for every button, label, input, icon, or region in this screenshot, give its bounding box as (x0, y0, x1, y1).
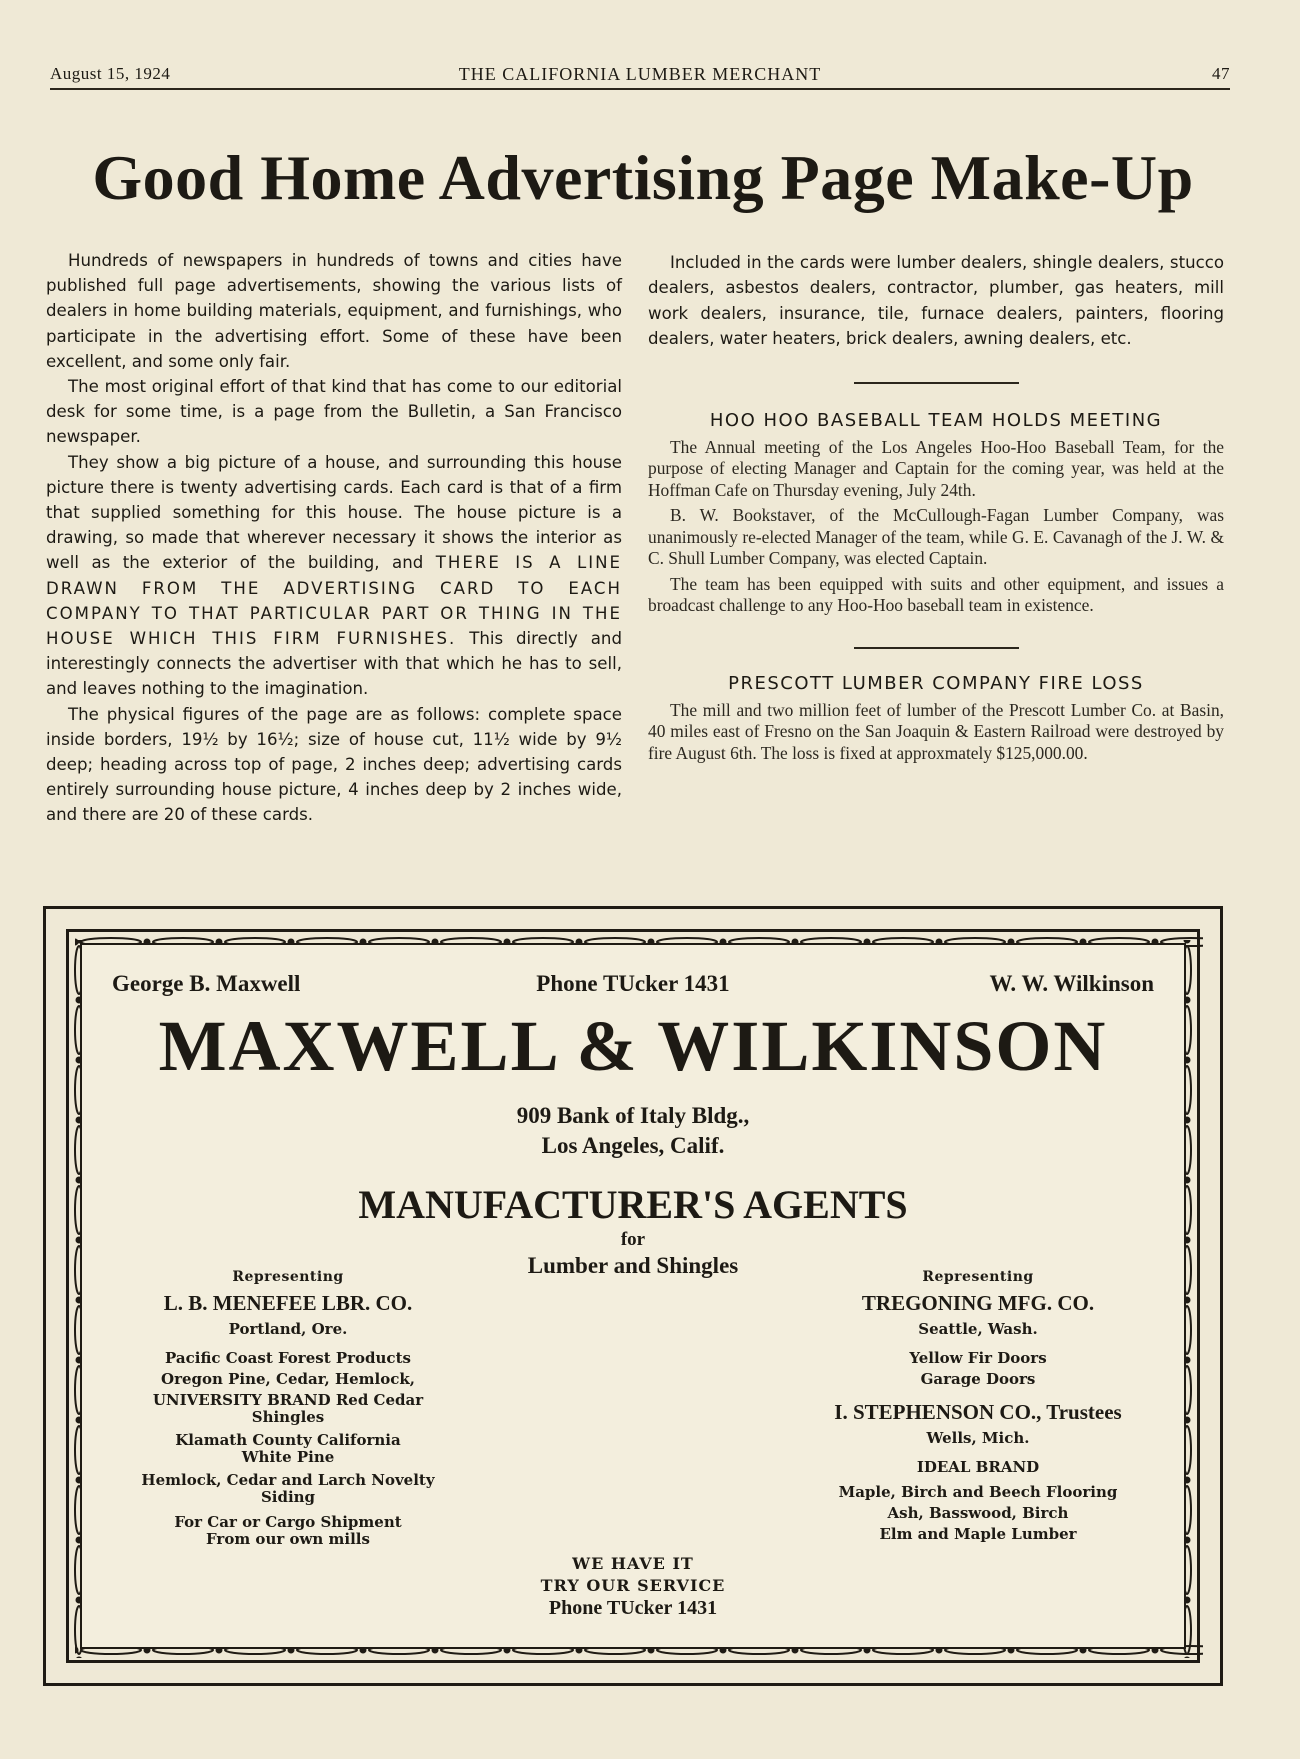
ideal-brand: IDEAL BRAND (916, 1458, 1040, 1476)
article-paragraph-3 (46, 450, 622, 702)
left-column (46, 248, 622, 828)
menefee-city: Portland, Ore. (228, 1320, 348, 1338)
issue-date: August 15, 1924 (50, 64, 171, 83)
representing-label: Representing (922, 1269, 1034, 1285)
tregoning-line: Yellow Fir Doors (909, 1349, 1047, 1367)
menefee-line: White Pine (241, 1448, 335, 1466)
ad-left-block (118, 1269, 458, 1548)
footer-phone: Phone TUcker 1431 (548, 1597, 718, 1619)
paragraph-3-start: They show a big picture of a house, and surrounding this house picture there is twenty advertising cards. Each card is that of a firm that supplied something for this house. The house picture is a drawing, so made that wherever necessary it shows the interior as well as the exterior of the building, and (46, 452, 622, 573)
article-headline: Good Home Advertising Page Make-Up (92, 142, 1194, 213)
menefee-line: Siding (260, 1488, 316, 1506)
footer-line-1: WE HAVE IT (572, 1554, 694, 1573)
menefee-line: Hemlock, Cedar and Larch Novelty (141, 1471, 435, 1489)
stephenson-line: Elm and Maple Lumber (879, 1525, 1077, 1543)
advertisement (43, 906, 1223, 1686)
section-divider (854, 647, 1019, 649)
menefee-line: Klamath County California (175, 1431, 401, 1449)
menefee-line: Pacific Coast Forest Products (165, 1349, 411, 1367)
paragraph-3-end: This directly and interestingly connects the advertiser with that which he has to sell, and leaves nothing to the imagination. (46, 629, 622, 699)
menefee-line: For Car or Cargo Shipment (174, 1513, 402, 1531)
ad-phone-top: Phone TUcker 1431 (536, 971, 730, 996)
ad-footer (82, 1555, 1184, 1620)
stephenson-city: Wells, Mich. (926, 1429, 1030, 1447)
menefee-line: Shingles (251, 1408, 325, 1426)
stephenson-line: Ash, Basswood, Birch (887, 1504, 1069, 1522)
fire-paragraph: The mill and two million feet of lumber of the Prescott Lumber Co. at Basin, 40 miles east of Fresno on the San Joaquin & Eastern Railroad were destroyed by fire August 6th. The loss is fixed at approxmately $125,000.00. (648, 699, 1224, 763)
ad-partner-right: W. W. Wilkinson (989, 971, 1154, 996)
menefee-line: Oregon Pine, Cedar, Hemlock, (161, 1370, 415, 1388)
page-number: 47 (1212, 64, 1230, 83)
baseball-paragraph-3: The team has been equipped with suits and other equipment, and issues a broadcast challenge to any Hoo-Hoo baseball team in existence. (648, 573, 1224, 616)
paragraph-3-caps: THERE IS A LINE DRAWN FROM THE ADVERTISING CARD TO EACH COMPANY TO THAT PARTICULAR PART OR THING IN THE HOUSE WHICH THIS FIRM FURNISHES. (46, 553, 622, 649)
publication-title: THE CALIFORNIA LUMBER MERCHANT (458, 64, 822, 84)
stephenson-line: Maple, Birch and Beech Flooring (838, 1483, 1118, 1501)
article-paragraph-4: The physical figures of the page are as follows: complete space inside borders, 19½ by 16½; size of house cut, 11½ wide by 9½ deep; heading across top of page, 2 inches deep; advertising cards entirely surrounding house picture, 4 inches deep by 2 inches wide, and there are 20 of these cards. (46, 704, 622, 825)
ad-body (80, 943, 1186, 1649)
tregoning-company: TREGONING MFG. CO. (861, 1291, 1095, 1315)
baseball-paragraph-1: The Annual meeting of the Los Angeles Hoo-Hoo Baseball Team, for the purpose of electing Manager and Captain for the coming year, was held at the Hoffman Cafe on Thursday evening, July 24th. (648, 436, 1224, 500)
baseball-headline: HOO HOO BASEBALL TEAM HOLDS MEETING (709, 409, 1163, 431)
ad-agents-title: MANUFACTURER'S AGENTS (358, 1182, 908, 1227)
ad-right-block (808, 1269, 1148, 1543)
running-head (50, 62, 1230, 90)
section-divider (854, 382, 1019, 384)
menefee-line: From our own mills (206, 1530, 370, 1548)
ad-partner-left: George B. Maxwell (112, 971, 301, 996)
ad-products: Lumber and Shingles (527, 1253, 739, 1278)
right-column (648, 250, 1224, 764)
tregoning-line: Garage Doors (920, 1370, 1036, 1388)
ad-firm-name: MAXWELL & WILKINSON (158, 1006, 1108, 1086)
ad-address-line-2: Los Angeles, Calif. (541, 1133, 725, 1158)
fire-headline: PRESCOTT LUMBER COMPANY FIRE LOSS (728, 672, 1144, 694)
article-paragraph-1: Hundreds of newspapers in hundreds of towns and cities have published full page advertisements, showing the various lists of dealers in home building materials, equipment, and furnishings, who participate in the advertising effort. Some of these have been excellent, and some only fair. (46, 251, 622, 371)
tregoning-city: Seattle, Wash. (918, 1320, 1038, 1338)
menefee-line: UNIVERSITY BRAND Red Cedar (152, 1391, 424, 1409)
baseball-paragraph-2: B. W. Bookstaver, of the McCullough-Fagan Lumber Company, was unanimously re-elected Manager of the team, while G. E. Cavanagh of the J. W. & C. Shull Lumber Company, was elected Captain. (648, 505, 1224, 569)
footer-line-2: TRY OUR SERVICE (540, 1576, 726, 1595)
ad-address-line-1: 909 Bank of Italy Bldg., (516, 1103, 750, 1128)
article-continuation: Included in the cards were lumber dealers, shingle dealers, stucco dealers, asbestos dealers, contractor, plumber, gas heaters, mill work dealers, insurance, tile, furnace dealers, painters, flooring dealers, water heaters, brick dealers, awning dealers, etc. (648, 253, 1224, 349)
ad-for-label: for (620, 1229, 646, 1250)
article-paragraph-2: The most original effort of that kind that has come to our editorial desk for some time, is a page from the Bulletin, a San Francisco newspaper. (46, 377, 622, 447)
stephenson-company: I. STEPHENSON CO., Trustees (834, 1400, 1122, 1424)
representing-label: Representing (232, 1269, 344, 1285)
menefee-company: L. B. MENEFEE LBR. CO. (163, 1291, 413, 1315)
